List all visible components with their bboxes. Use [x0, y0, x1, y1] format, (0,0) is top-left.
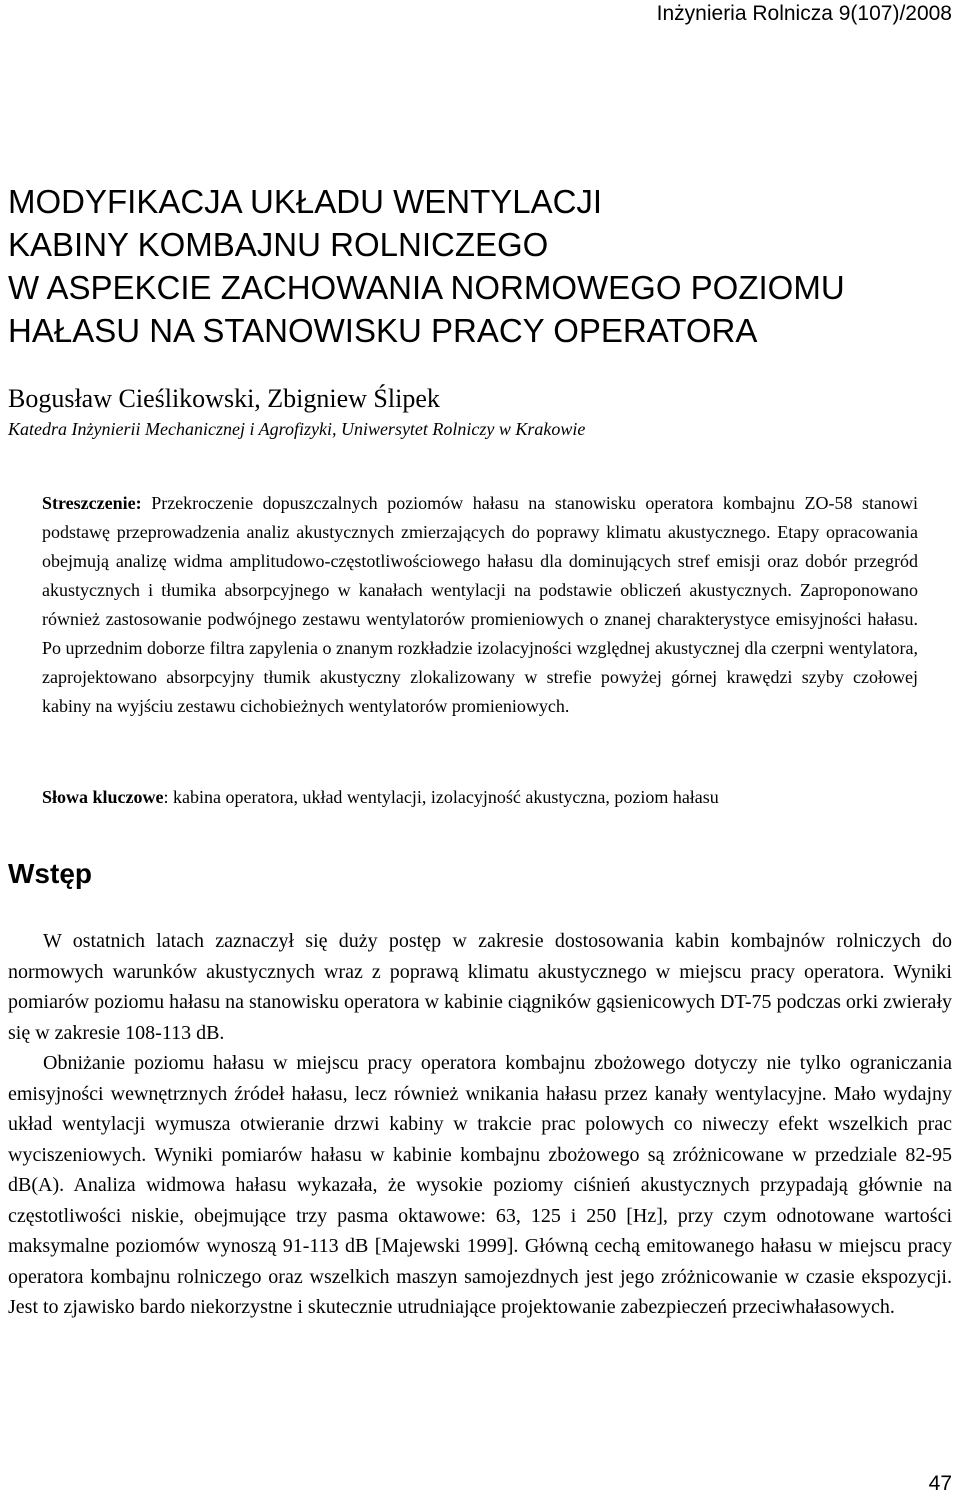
keywords-text: : kabina operatora, układ wentylacji, izolacyjność akustyczna, poziom hałasu [163, 787, 719, 807]
authors: Bogusław Cieślikowski, Zbigniew Ślipek [8, 384, 440, 413]
paper-title [8, 180, 952, 352]
body-text [8, 926, 952, 1323]
paragraph: W ostatnich latach zaznaczył się duży postęp w zakresie dostosowania kabin kombajnów rolniczych do normowych warunków akustycznych wraz z poprawą klimatu akustycznego w miejscu pracy operatora. Wyniki pomiarów poziomu hałasu na stanowisku operatora w kabinie ciągników gąsienicowych DT-75 podczas orki zwierały się w zakresie 108-113 dB. [8, 930, 952, 1044]
page-number: 47 [928, 1472, 952, 1495]
title-line: W ASPEKCIE ZACHOWANIA NORMOWEGO POZIOMU [8, 269, 845, 306]
title-line: MODYFIKACJA UKŁADU WENTYLACJI [8, 183, 603, 220]
title-line: KABINY KOMBAJNU ROLNICZEGO [8, 226, 549, 263]
section-heading: Wstęp [8, 858, 92, 889]
abstract-label: Streszczenie: [42, 493, 142, 513]
abstract [42, 489, 918, 721]
journal-header: Inżynieria Rolnicza 9(107)/2008 [656, 2, 952, 25]
keywords [42, 787, 922, 808]
title-line: HAŁASU NA STANOWISKU PRACY OPERATORA [8, 312, 758, 349]
keywords-label: Słowa kluczowe [42, 787, 164, 807]
abstract-text: Przekroczenie dopuszczalnych poziomów hałasu na stanowisku operatora kombajnu ZO-58 stanowi podstawę przeprowadzenia analiz akustycznych zmierzających do poprawy klimatu akustycznego. Etapy opracowania obejmują analizę widma amplitudowo-częstotliwościowego hałasu dla dominujących stref emisji oraz dobór przegród akustycznych i tłumika absorpcyjnego w kanałach wentylacji na podstawie obliczeń akustycznych. Zaproponowano również zastosowanie podwójnego zestawu wentylatorów promieniowych o znanej charakterystyce emisyjności hałasu. Po uprzednim doborze filtra zapylenia o znanym rozkładzie izolacyjności względnej akustycznej dla czerpni wentylatora, zaprojektowano absorpcyjny tłumik akustyczny zlokalizowany w strefie powyżej górnej krawędzi szyby czołowej kabiny na wyjściu zestawu cichobieżnych wentylatorów promieniowych. [42, 493, 918, 716]
paragraph: Obniżanie poziomu hałasu w miejscu pracy operatora kombajnu zbożowego dotyczy nie tylko ograniczania emisyjności wewnętrznych źródeł hałasu, lecz również wnikania hałasu przez kanały wentylacyjne. Mało wydajny układ wentylacji wymusza otwieranie drzwi kabiny w trakcie prac polowych co niweczy efekt wszelkich prac wyciszeniowych. Wyniki pomiarów hałasu w kabinie kombajnu zbożowego są zróżnicowane w przedziale 82-95 dB(A). Analiza widmowa hałasu wykazała, że wysokie poziomy ciśnień akustycznych przypadają głównie na częstotliwości niskie, obejmujące trzy pasma oktawowe: 63, 125 i 250 [Hz], przy czym odnotowane wartości maksymalne poziomów wynoszą 91-113 dB [Majewski 1999]. Główną cechą emitowanego hałasu w miejscu pracy operatora kombajnu rolniczego oraz wszelkich maszyn samojezdnych jest jego zróżnicowanie w czasie ekspozycji. Jest to zjawisko bardo niekorzystne i skutecznie utrudniające projektowanie zabezpieczeń przeciwhałasowych. [8, 1052, 952, 1318]
affiliation: Katedra Inżynierii Mechanicznej i Agrofizyki, Uniwersytet Rolniczy w Krakowie [8, 419, 586, 439]
